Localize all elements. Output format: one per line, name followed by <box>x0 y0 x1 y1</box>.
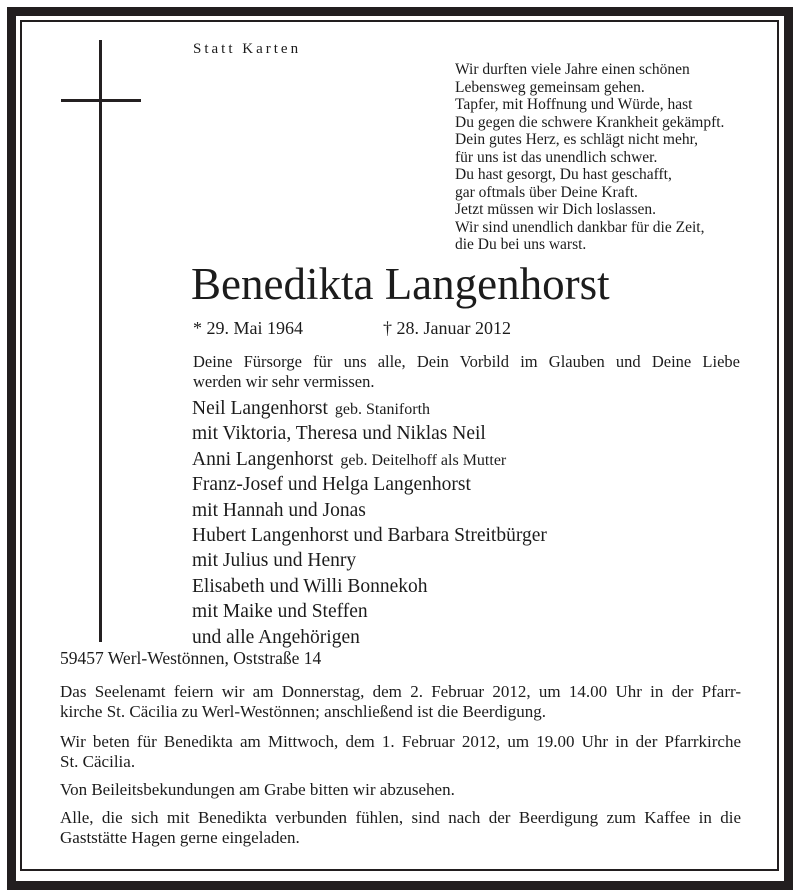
kaffee-paragraph <box>60 808 741 848</box>
cross-vertical-bar <box>99 40 102 642</box>
mourner-line <box>192 448 554 473</box>
life-dates <box>193 318 511 339</box>
memorial-verse <box>455 61 724 254</box>
verse-line: Wir sind unendlich dankbar für die Zeit, <box>455 218 705 236</box>
mourner-name: Anni Langenhorst <box>192 448 334 470</box>
mourner-line <box>192 524 554 549</box>
mourner-name: und alle Angehörigen <box>192 626 360 648</box>
mourner-name: Franz-Josef und Helga Langenhorst <box>192 474 471 496</box>
verse-line: Du hast gesorgt, Du hast geschafft, <box>455 166 672 184</box>
paragraph-line: kirche St. Cäcilia zu Werl-Westönnen; anschließend ist die Beerdigung. <box>60 702 547 721</box>
verse-line: gar oftmals über Deine Kraft. <box>455 183 638 201</box>
mourner-name: mit Julius und Henry <box>192 550 357 572</box>
verse-line: Tapfer, mit Hoffnung und Würde, hast <box>455 96 693 114</box>
intro-line: werden wir sehr vermissen. <box>193 371 375 391</box>
mourner-line <box>192 397 554 422</box>
mourner-line <box>192 549 554 574</box>
mourner-name: Hubert Langenhorst und Barbara Streitbürger <box>192 525 547 547</box>
mourner-name: Neil Langenhorst <box>192 398 328 419</box>
mourner-line <box>192 575 554 600</box>
address-line: 59457 Werl-Westönnen, Oststraße 14 <box>60 648 322 668</box>
mourner-name: Elisabeth und Willi Bonnekoh <box>192 575 428 597</box>
verse-line: Du gegen die schwere Krankheit gekämpft. <box>455 113 725 131</box>
mourner-name-suffix: geb. Staniforth <box>334 401 431 418</box>
paragraph-line: Alle, die sich mit Benedikta verbunden fühlen, sind nach der Beerdigung zum Kaffee in die <box>60 808 741 827</box>
deceased-name: Benedikta Langenhorst <box>191 259 610 309</box>
verse-line: für uns ist das unendlich schwer. <box>455 148 658 166</box>
mourner-line <box>192 422 554 447</box>
mourner-name-suffix: geb. Deitelhoff als Mutter <box>340 451 507 469</box>
beileid-paragraph <box>60 780 741 800</box>
gebet-paragraph <box>60 732 741 772</box>
paragraph-line: Das Seelenamt feiern wir am Donnerstag, dem 2. Februar 2012, um 14.00 Uhr in der Pfarr- <box>60 682 741 701</box>
cross-horizontal-bar <box>61 99 141 102</box>
verse-line: Lebensweg gemeinsam gehen. <box>455 78 645 96</box>
paragraph-line: St. Cäcilia. <box>60 752 136 771</box>
mourner-name: mit Maike und Steffen <box>192 601 368 623</box>
intro-line: Deine Fürsorge für uns alle, Dein Vorbild im Glauben und Deine Liebe <box>193 352 740 371</box>
intro-paragraph <box>193 352 740 391</box>
verse-line: die Du bei uns warst. <box>455 236 587 254</box>
mourner-name: mit Hannah und Jonas <box>192 499 366 521</box>
statt-karten-label: Statt Karten <box>193 41 302 57</box>
verse-line: Wir durften viele Jahre einen schönen <box>455 61 690 78</box>
birth-date: * 29. Mai 1964 <box>193 318 303 338</box>
verse-line: Jetzt müssen wir Dich loslassen. <box>455 201 657 219</box>
paragraph-line: Gaststätte Hagen gerne eingeladen. <box>60 828 300 847</box>
mourner-line <box>192 499 554 524</box>
mourner-line <box>192 473 554 498</box>
mourner-name: mit Viktoria, Theresa und Niklas Neil <box>192 423 486 445</box>
mourners-list <box>192 397 554 651</box>
verse-line: Dein gutes Herz, es schlägt nicht mehr, <box>455 131 698 149</box>
seelenamt-paragraph <box>60 682 741 722</box>
death-date: † 28. Januar 2012 <box>383 318 511 338</box>
mourner-line <box>192 600 554 625</box>
paragraph-line: Von Beileitsbekundungen am Grabe bitten wir abzusehen. <box>60 780 455 799</box>
paragraph-line: Wir beten für Benedikta am Mittwoch, dem 1. Februar 2012, um 19.00 Uhr in der Pfarrkirche <box>60 732 741 751</box>
